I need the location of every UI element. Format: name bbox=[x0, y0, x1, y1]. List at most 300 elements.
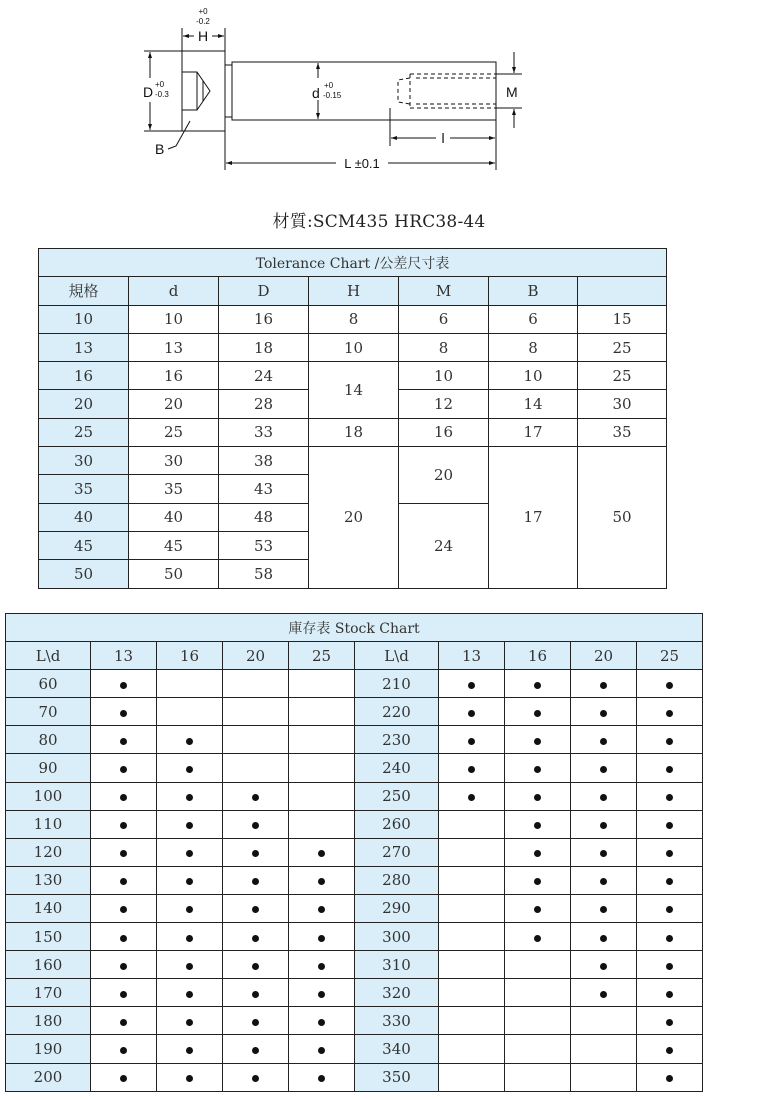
table-row bbox=[6, 979, 703, 1007]
in-stock-dot-icon bbox=[186, 738, 193, 745]
stock-cell bbox=[157, 1007, 223, 1035]
stock-cell bbox=[91, 782, 157, 810]
stock-cell bbox=[505, 979, 571, 1007]
stock-length: 320 bbox=[355, 979, 439, 1007]
stock-cell bbox=[223, 810, 289, 838]
tol-spec: 25 bbox=[39, 418, 129, 446]
table-row bbox=[6, 726, 703, 754]
tol-cell: 17 bbox=[489, 447, 578, 588]
stock-cell bbox=[571, 866, 637, 894]
stock-cell bbox=[571, 810, 637, 838]
stock-cell bbox=[571, 670, 637, 698]
stock-cell bbox=[439, 782, 505, 810]
tol-spec: 45 bbox=[39, 531, 129, 559]
stock-cell bbox=[505, 951, 571, 979]
stock-cell bbox=[157, 754, 223, 782]
in-stock-dot-icon bbox=[120, 738, 127, 745]
stock-cell bbox=[637, 1035, 703, 1063]
in-stock-dot-icon bbox=[534, 766, 541, 773]
stock-cell bbox=[505, 754, 571, 782]
in-stock-dot-icon bbox=[534, 794, 541, 801]
stock-cell bbox=[223, 726, 289, 754]
in-stock-dot-icon bbox=[318, 963, 325, 970]
in-stock-dot-icon bbox=[600, 850, 607, 857]
in-stock-dot-icon bbox=[186, 822, 193, 829]
in-stock-dot-icon bbox=[318, 1075, 325, 1082]
tol-cell: 53 bbox=[219, 531, 309, 559]
in-stock-dot-icon bbox=[666, 710, 673, 717]
stock-cell bbox=[223, 1007, 289, 1035]
in-stock-dot-icon bbox=[120, 850, 127, 857]
l-label: L ±0.1 bbox=[344, 156, 380, 171]
stock-length: 150 bbox=[6, 923, 91, 951]
stock-cell bbox=[223, 1035, 289, 1063]
in-stock-dot-icon bbox=[666, 1019, 673, 1026]
in-stock-dot-icon bbox=[120, 1075, 127, 1082]
stock-cell bbox=[571, 782, 637, 810]
stock-table bbox=[5, 613, 703, 1092]
stock-cell bbox=[571, 923, 637, 951]
in-stock-dot-icon bbox=[468, 738, 475, 745]
in-stock-dot-icon bbox=[534, 822, 541, 829]
stock-cell bbox=[505, 698, 571, 726]
stock-cell bbox=[91, 951, 157, 979]
stock-cell bbox=[289, 782, 355, 810]
stock-cell bbox=[637, 979, 703, 1007]
tol-cell: 16 bbox=[399, 418, 489, 446]
in-stock-dot-icon bbox=[186, 1047, 193, 1054]
in-stock-dot-icon bbox=[252, 1075, 259, 1082]
stock-cell bbox=[637, 1007, 703, 1035]
stock-cell bbox=[289, 1007, 355, 1035]
stock-cell bbox=[637, 698, 703, 726]
stock-cell bbox=[91, 698, 157, 726]
stock-length: 260 bbox=[355, 810, 439, 838]
table-row bbox=[6, 670, 703, 698]
technical-drawing bbox=[0, 0, 758, 200]
table-row bbox=[39, 447, 667, 475]
in-stock-dot-icon bbox=[666, 682, 673, 689]
b-label: B bbox=[155, 141, 165, 157]
in-stock-dot-icon bbox=[600, 906, 607, 913]
tol-cell: 14 bbox=[309, 362, 399, 419]
stock-cell bbox=[157, 923, 223, 951]
in-stock-dot-icon bbox=[600, 710, 607, 717]
tol-header-d: d bbox=[129, 277, 219, 305]
stock-cell bbox=[91, 754, 157, 782]
tol-cell: 16 bbox=[219, 305, 309, 333]
in-stock-dot-icon bbox=[252, 1047, 259, 1054]
tol-cell: 14 bbox=[489, 390, 578, 418]
in-stock-dot-icon bbox=[534, 878, 541, 885]
stock-length: 110 bbox=[6, 810, 91, 838]
stock-cell bbox=[157, 726, 223, 754]
stock-cell bbox=[157, 838, 223, 866]
stock-cell bbox=[289, 951, 355, 979]
stock-cell bbox=[223, 979, 289, 1007]
tol-cell: 33 bbox=[219, 418, 309, 446]
stock-length: 280 bbox=[355, 866, 439, 894]
stock-cell bbox=[91, 1035, 157, 1063]
tol-cell: 58 bbox=[219, 560, 309, 588]
stock-cell bbox=[289, 1035, 355, 1063]
table-row bbox=[6, 810, 703, 838]
stock-cell bbox=[439, 951, 505, 979]
stock-cell bbox=[91, 979, 157, 1007]
stock-cell bbox=[571, 698, 637, 726]
tol-cell: 25 bbox=[578, 362, 667, 390]
tol-cell: 30 bbox=[129, 447, 219, 475]
stock-cell bbox=[91, 1007, 157, 1035]
table-row bbox=[6, 951, 703, 979]
stock-cell bbox=[223, 698, 289, 726]
stock-length: 100 bbox=[6, 782, 91, 810]
tol-cell: 10 bbox=[309, 333, 399, 361]
in-stock-dot-icon bbox=[600, 822, 607, 829]
l-small-label: l bbox=[441, 130, 445, 146]
stock-length: 310 bbox=[355, 951, 439, 979]
in-stock-dot-icon bbox=[252, 906, 259, 913]
in-stock-dot-icon bbox=[186, 935, 193, 942]
tol-cell: 20 bbox=[309, 447, 399, 588]
stock-cell bbox=[571, 726, 637, 754]
tol-cell: 6 bbox=[489, 305, 578, 333]
in-stock-dot-icon bbox=[534, 906, 541, 913]
in-stock-dot-icon bbox=[252, 850, 259, 857]
table-row bbox=[39, 418, 667, 446]
tol-spec: 16 bbox=[39, 362, 129, 390]
stock-cell bbox=[157, 810, 223, 838]
in-stock-dot-icon bbox=[666, 963, 673, 970]
stock-length: 270 bbox=[355, 838, 439, 866]
in-stock-dot-icon bbox=[600, 682, 607, 689]
stock-length: 200 bbox=[6, 1063, 91, 1091]
stock-length: 220 bbox=[355, 698, 439, 726]
stock-cell bbox=[157, 698, 223, 726]
stock-cell bbox=[571, 1063, 637, 1091]
hex-socket bbox=[182, 72, 210, 110]
stock-length: 170 bbox=[6, 979, 91, 1007]
tol-cell: 8 bbox=[399, 333, 489, 361]
in-stock-dot-icon bbox=[666, 794, 673, 801]
table-row bbox=[6, 894, 703, 922]
stock-length: 140 bbox=[6, 894, 91, 922]
tol-header-H: H bbox=[309, 277, 399, 305]
tol-cell: 8 bbox=[309, 305, 399, 333]
table-row bbox=[6, 838, 703, 866]
stock-cell bbox=[439, 726, 505, 754]
tol-cell: 50 bbox=[129, 560, 219, 588]
in-stock-dot-icon bbox=[666, 850, 673, 857]
tolerance-table bbox=[38, 248, 667, 589]
stock-cell bbox=[439, 1063, 505, 1091]
stock-cell bbox=[157, 866, 223, 894]
stock-cell bbox=[439, 698, 505, 726]
table-row bbox=[6, 698, 703, 726]
stock-cell bbox=[505, 838, 571, 866]
in-stock-dot-icon bbox=[468, 682, 475, 689]
stock-cell bbox=[505, 782, 571, 810]
stock-length: 190 bbox=[6, 1035, 91, 1063]
in-stock-dot-icon bbox=[666, 766, 673, 773]
stock-title: 庫存表 Stock Chart bbox=[6, 614, 703, 642]
stock-header-cell: 13 bbox=[91, 642, 157, 670]
stock-header-cell: 25 bbox=[289, 642, 355, 670]
in-stock-dot-icon bbox=[252, 963, 259, 970]
tol-cell: 45 bbox=[129, 531, 219, 559]
stock-header-cell: 16 bbox=[505, 642, 571, 670]
stock-length: 90 bbox=[6, 754, 91, 782]
stock-cell bbox=[439, 1035, 505, 1063]
stock-cell bbox=[223, 1063, 289, 1091]
h-label: H bbox=[197, 28, 209, 44]
in-stock-dot-icon bbox=[120, 1019, 127, 1026]
in-stock-dot-icon bbox=[186, 991, 193, 998]
stock-cell bbox=[289, 979, 355, 1007]
tol-cell: 13 bbox=[129, 333, 219, 361]
tol-cell: 10 bbox=[129, 305, 219, 333]
tol-cell: 8 bbox=[489, 333, 578, 361]
in-stock-dot-icon bbox=[252, 878, 259, 885]
stock-cell bbox=[637, 754, 703, 782]
tol-cell: 12 bbox=[399, 390, 489, 418]
table-row bbox=[6, 754, 703, 782]
tol-header-spec: 規格 bbox=[39, 277, 129, 305]
stock-cell bbox=[505, 726, 571, 754]
tol-cell: 24 bbox=[399, 503, 489, 588]
in-stock-dot-icon bbox=[186, 878, 193, 885]
stock-length: 160 bbox=[6, 951, 91, 979]
in-stock-dot-icon bbox=[600, 991, 607, 998]
internal-thread bbox=[398, 74, 496, 108]
in-stock-dot-icon bbox=[318, 1019, 325, 1026]
tol-cell: 25 bbox=[578, 333, 667, 361]
stock-cell bbox=[439, 866, 505, 894]
stock-cell bbox=[571, 979, 637, 1007]
in-stock-dot-icon bbox=[252, 991, 259, 998]
in-stock-dot-icon bbox=[120, 766, 127, 773]
d-small-tol-minus: -0.15 bbox=[323, 91, 342, 100]
table-row bbox=[6, 1063, 703, 1091]
in-stock-dot-icon bbox=[318, 1047, 325, 1054]
in-stock-dot-icon bbox=[666, 1075, 673, 1082]
stock-cell bbox=[91, 726, 157, 754]
tol-cell: 15 bbox=[578, 305, 667, 333]
stock-cell bbox=[571, 838, 637, 866]
stock-cell bbox=[223, 866, 289, 894]
stock-cell bbox=[637, 951, 703, 979]
stock-cell bbox=[289, 810, 355, 838]
in-stock-dot-icon bbox=[120, 906, 127, 913]
stock-cell bbox=[91, 923, 157, 951]
stock-cell bbox=[637, 866, 703, 894]
stock-cell bbox=[571, 1007, 637, 1035]
tol-cell: 35 bbox=[578, 418, 667, 446]
d-small-label: d bbox=[312, 85, 320, 101]
tol-cell: 40 bbox=[129, 503, 219, 531]
stock-cell bbox=[571, 754, 637, 782]
stock-header-cell: 20 bbox=[571, 642, 637, 670]
d-small-tol-plus: +0 bbox=[324, 81, 334, 90]
stock-cell bbox=[505, 894, 571, 922]
stock-cell bbox=[223, 838, 289, 866]
table-row bbox=[39, 362, 667, 390]
stock-cell bbox=[223, 782, 289, 810]
tol-spec: 30 bbox=[39, 447, 129, 475]
stock-cell bbox=[157, 670, 223, 698]
tol-header-D: D bbox=[219, 277, 309, 305]
in-stock-dot-icon bbox=[186, 1075, 193, 1082]
tol-spec: 10 bbox=[39, 305, 129, 333]
stock-cell bbox=[157, 894, 223, 922]
stock-cell bbox=[637, 810, 703, 838]
stock-header-cell: 25 bbox=[637, 642, 703, 670]
stock-cell bbox=[637, 1063, 703, 1091]
in-stock-dot-icon bbox=[120, 991, 127, 998]
stock-cell bbox=[289, 923, 355, 951]
in-stock-dot-icon bbox=[666, 878, 673, 885]
stock-cell bbox=[289, 838, 355, 866]
in-stock-dot-icon bbox=[666, 822, 673, 829]
stock-cell bbox=[439, 979, 505, 1007]
stock-cell bbox=[505, 1007, 571, 1035]
in-stock-dot-icon bbox=[186, 1019, 193, 1026]
stock-cell bbox=[637, 726, 703, 754]
stock-length: 210 bbox=[355, 670, 439, 698]
tol-cell: 43 bbox=[219, 475, 309, 503]
in-stock-dot-icon bbox=[534, 682, 541, 689]
in-stock-dot-icon bbox=[318, 850, 325, 857]
stock-header-cell: L\d bbox=[6, 642, 91, 670]
stock-cell bbox=[289, 698, 355, 726]
stock-length: 120 bbox=[6, 838, 91, 866]
stock-cell bbox=[439, 923, 505, 951]
stock-cell bbox=[571, 894, 637, 922]
stock-cell bbox=[157, 1063, 223, 1091]
tol-cell: 38 bbox=[219, 447, 309, 475]
in-stock-dot-icon bbox=[120, 935, 127, 942]
tol-cell: 20 bbox=[399, 447, 489, 504]
stock-length: 290 bbox=[355, 894, 439, 922]
stock-cell bbox=[505, 1063, 571, 1091]
material-spec: 材質:SCM435 HRC38-44 bbox=[272, 212, 486, 232]
in-stock-dot-icon bbox=[252, 822, 259, 829]
stock-cell bbox=[223, 670, 289, 698]
stock-length: 70 bbox=[6, 698, 91, 726]
table-row bbox=[6, 1035, 703, 1063]
in-stock-dot-icon bbox=[534, 850, 541, 857]
stock-cell bbox=[91, 810, 157, 838]
stock-cell bbox=[91, 1063, 157, 1091]
tol-cell: 28 bbox=[219, 390, 309, 418]
stock-cell bbox=[289, 670, 355, 698]
tol-cell: 16 bbox=[129, 362, 219, 390]
in-stock-dot-icon bbox=[186, 906, 193, 913]
stock-cell bbox=[157, 979, 223, 1007]
stock-cell bbox=[91, 670, 157, 698]
stock-cell bbox=[223, 754, 289, 782]
stock-cell bbox=[223, 923, 289, 951]
in-stock-dot-icon bbox=[120, 682, 127, 689]
stock-cell bbox=[157, 951, 223, 979]
in-stock-dot-icon bbox=[600, 963, 607, 970]
tol-spec: 20 bbox=[39, 390, 129, 418]
stock-length: 230 bbox=[355, 726, 439, 754]
table-row bbox=[6, 866, 703, 894]
table-row bbox=[39, 305, 667, 333]
in-stock-dot-icon bbox=[534, 738, 541, 745]
stock-cell bbox=[91, 894, 157, 922]
stock-cell bbox=[505, 923, 571, 951]
stock-length: 180 bbox=[6, 1007, 91, 1035]
stock-length: 330 bbox=[355, 1007, 439, 1035]
table-row bbox=[6, 782, 703, 810]
tol-cell: 20 bbox=[129, 390, 219, 418]
stock-cell bbox=[289, 726, 355, 754]
stock-header-cell: L\d bbox=[355, 642, 439, 670]
d-big-tol-plus: +0 bbox=[155, 80, 165, 89]
in-stock-dot-icon bbox=[666, 935, 673, 942]
tol-cell: 35 bbox=[129, 475, 219, 503]
d-big-tol-minus: -0.3 bbox=[155, 90, 169, 99]
stock-length: 240 bbox=[355, 754, 439, 782]
in-stock-dot-icon bbox=[318, 878, 325, 885]
tol-spec: 35 bbox=[39, 475, 129, 503]
stock-cell bbox=[289, 866, 355, 894]
in-stock-dot-icon bbox=[186, 963, 193, 970]
stock-cell bbox=[637, 670, 703, 698]
bolt-shank bbox=[232, 62, 496, 120]
stock-cell bbox=[439, 1007, 505, 1035]
in-stock-dot-icon bbox=[318, 991, 325, 998]
in-stock-dot-icon bbox=[252, 794, 259, 801]
stock-cell bbox=[439, 670, 505, 698]
stock-length: 250 bbox=[355, 782, 439, 810]
stock-cell bbox=[637, 894, 703, 922]
stock-length: 80 bbox=[6, 726, 91, 754]
stock-cell bbox=[439, 838, 505, 866]
in-stock-dot-icon bbox=[600, 794, 607, 801]
tol-spec: 50 bbox=[39, 560, 129, 588]
stock-cell bbox=[91, 866, 157, 894]
stock-length: 60 bbox=[6, 670, 91, 698]
in-stock-dot-icon bbox=[534, 710, 541, 717]
stock-cell bbox=[157, 1035, 223, 1063]
h-tol-minus: -0.2 bbox=[196, 17, 210, 26]
in-stock-dot-icon bbox=[120, 878, 127, 885]
in-stock-dot-icon bbox=[666, 738, 673, 745]
stock-cell bbox=[157, 782, 223, 810]
stock-length: 300 bbox=[355, 923, 439, 951]
in-stock-dot-icon bbox=[600, 766, 607, 773]
tol-cell: 17 bbox=[489, 418, 578, 446]
stock-cell bbox=[637, 923, 703, 951]
in-stock-dot-icon bbox=[186, 794, 193, 801]
tol-header-B: B bbox=[489, 277, 578, 305]
tol-cell: 24 bbox=[219, 362, 309, 390]
in-stock-dot-icon bbox=[120, 710, 127, 717]
tol-cell: 30 bbox=[578, 390, 667, 418]
stock-cell bbox=[289, 1063, 355, 1091]
in-stock-dot-icon bbox=[120, 822, 127, 829]
stock-cell bbox=[439, 894, 505, 922]
stock-cell bbox=[505, 810, 571, 838]
in-stock-dot-icon bbox=[468, 794, 475, 801]
tol-cell: 6 bbox=[399, 305, 489, 333]
in-stock-dot-icon bbox=[186, 850, 193, 857]
tol-spec: 40 bbox=[39, 503, 129, 531]
stock-cell bbox=[637, 838, 703, 866]
